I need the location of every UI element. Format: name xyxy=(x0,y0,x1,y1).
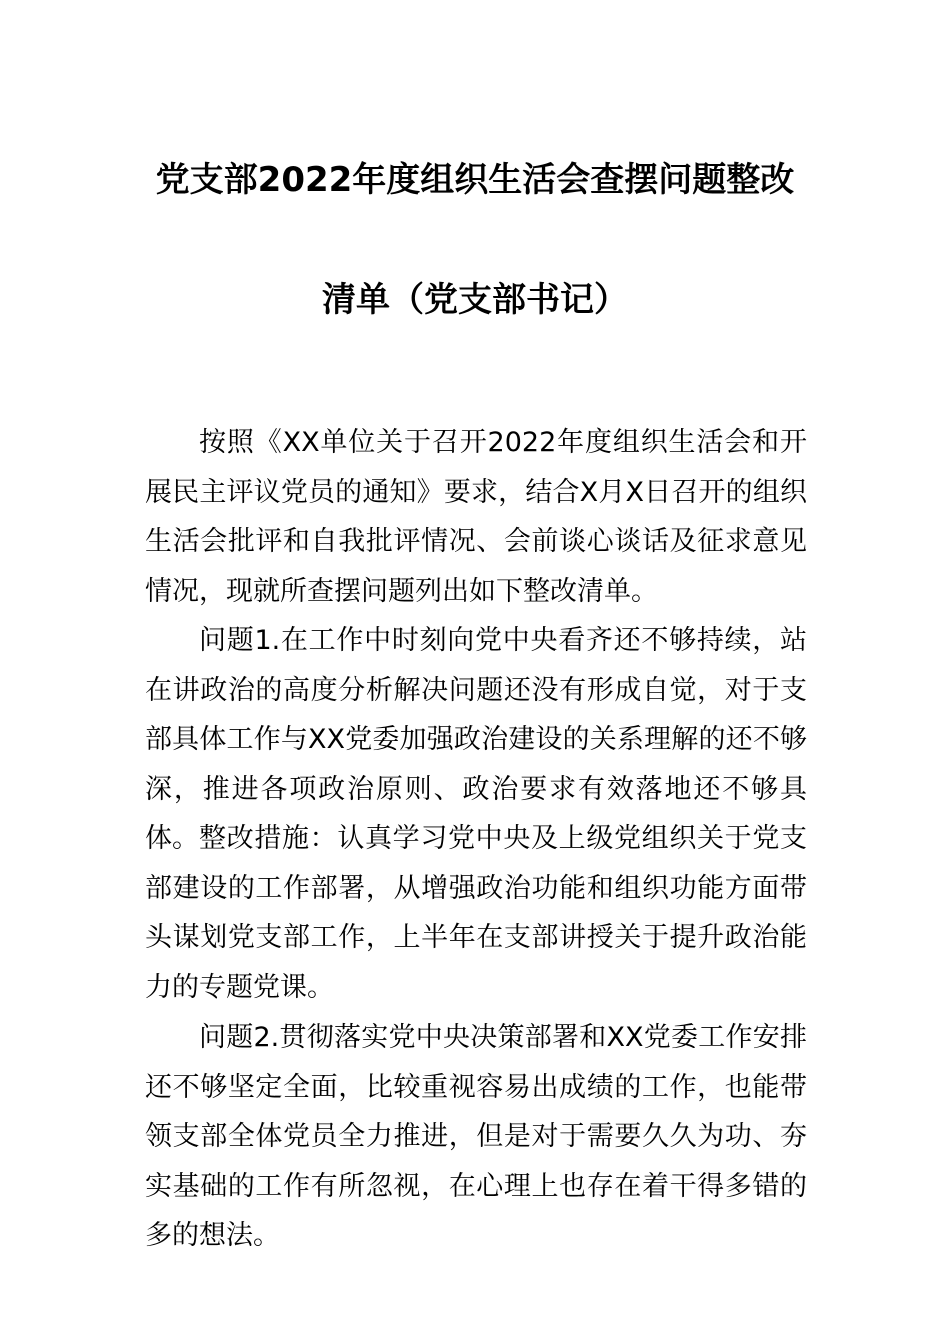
document-title-line-1: 党支部2022年度组织生活会查摆问题整改 xyxy=(155,160,795,200)
paragraph-problem-2: 问题2.贯彻落实党中央决策部署和XX党委工作安排还不够坚定全面，比较重视容易出成绩的工作，也能带领支部全体党员全力推进，但是对于需要久久为功、夯实基础的工作有所忽视，在心理上也存在着干得多错的多的想法。 xyxy=(145,1022,807,1252)
paragraph-intro: 按照《XX单位关于召开2022年度组织生活会和开展民主评议党员的通知》要求，结合X月X日召开的组织生活会批评和自我批评情况、会前谈心谈话及征求意见情况，现就所查摆问题列出如下整改清单。 xyxy=(145,427,807,607)
document-title-line-2: 清单（党支部书记） xyxy=(322,280,628,320)
paragraph-measures-1: 整改措施：认真学习党中央及上级党组织关于党支部建设的工作部署，从增强政治功能和组织功能方面带头谋划党支部工作，上半年在支部讲授关于提升政治能力的专题党课。 xyxy=(145,823,807,1003)
paragraph-problem-1: 问题1.在工作中时刻向党中央看齐还不够持续，站在讲政治的高度分析解决问题还没有形成自觉，对于支部具体工作与XX党委加强政治建设的关系理解的还不够深，推进各项政治原则、政治要求有效落地还不够具体。 xyxy=(145,625,807,855)
